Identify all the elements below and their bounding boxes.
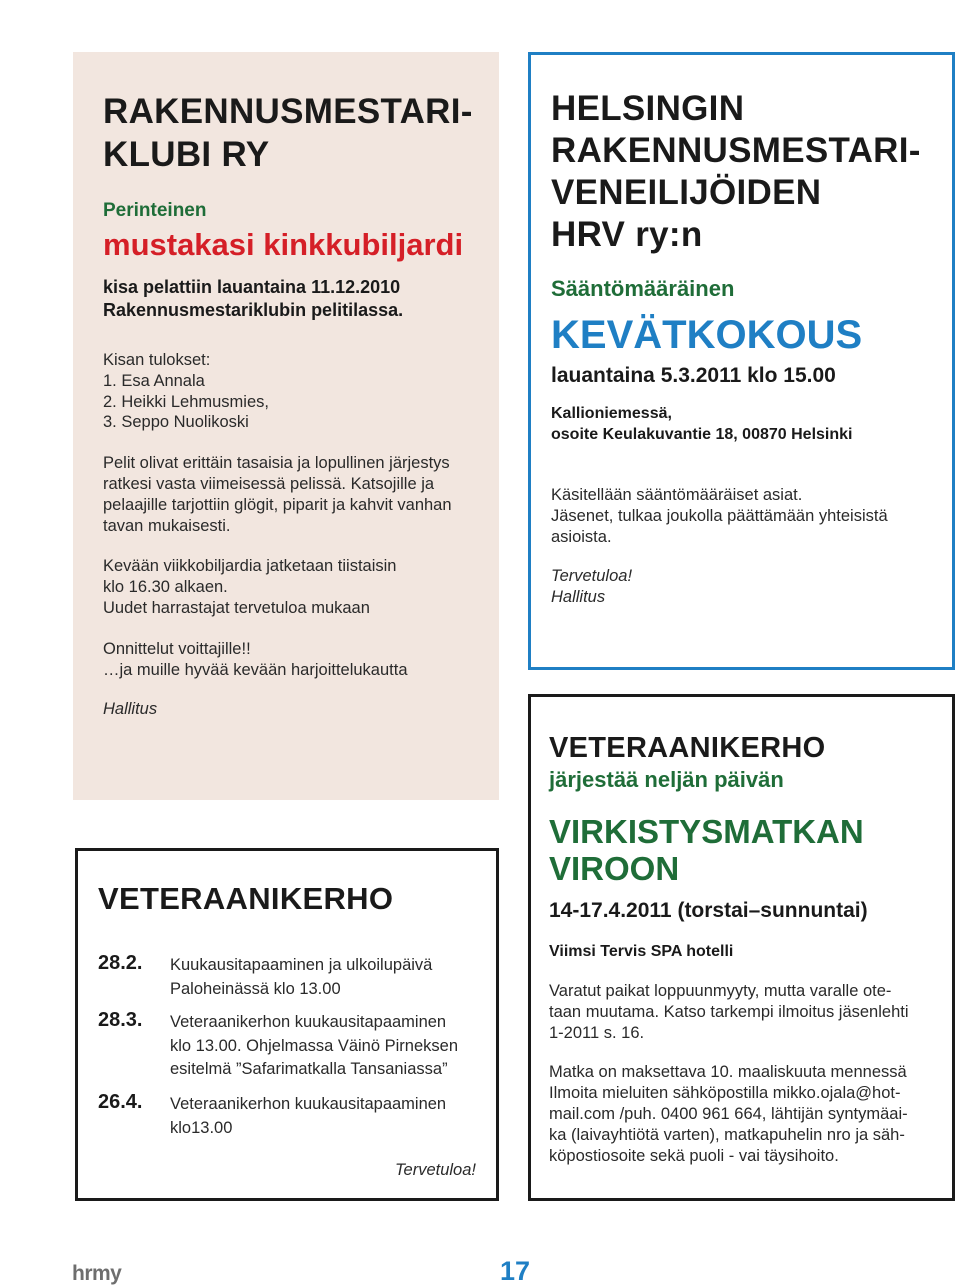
trip-date: 14-17.4.2011 (torstai–sunnuntai): [549, 899, 868, 922]
klubi-text-line: Pelit olivat erittäin tasaisia ja lopullinen järjestys: [103, 454, 450, 473]
hrv-subtitle: Sääntömääräinen: [551, 276, 735, 301]
klubi-paragraph-3: [103, 639, 473, 681]
trip-headline-line: VIRKISTYSMATKAN: [549, 813, 864, 850]
schedule-section: [75, 848, 499, 1201]
hrv-title-line: HELSINGIN: [551, 89, 745, 128]
schedule-text: [170, 1011, 490, 1082]
hrv-title-line: RAKENNUSMESTARI-: [551, 131, 921, 170]
klubi-text-line: tavan mukaisesti.: [103, 516, 231, 535]
trip-text-line: 1-2011 s. 16.: [549, 1023, 645, 1042]
klubi-title-line1: RAKENNUSMESTARI-: [103, 92, 473, 131]
schedule-text-line: esitelmä ”Safarimatkalla Tansaniassa”: [170, 1060, 448, 1078]
trip-text-line: ka (laivayhtiötä varten), matkapuhelin nro ja säh-: [549, 1125, 905, 1144]
schedule-text: [170, 1093, 490, 1140]
trip-text-line: taan muutama. Katso tarkempi ilmoitus jäsenlehti: [549, 1002, 909, 1021]
klubi-title-line2: KLUBI RY: [103, 135, 270, 174]
trip-text-line: Matka on maksettava 10. maaliskuuta mennessä: [549, 1063, 907, 1082]
hrv-headline: KEVÄTKOKOUS: [551, 313, 863, 357]
klubi-text-line: Uudet harrastajat tervetuloa mukaan: [103, 598, 370, 617]
trip-paragraph-1: [549, 981, 934, 1043]
schedule-title: VETERAANIKERHO: [98, 881, 394, 916]
schedule-text-line: Veteraanikerhon kuukausitapaaminen: [170, 1013, 447, 1031]
trip-section: [528, 694, 955, 1201]
trip-hotel: Viimsi Tervis SPA hotelli: [549, 943, 734, 960]
klubi-result: 1. Esa Annala: [103, 371, 205, 390]
trip-text-line: köpostiosoite sekä puoli - vai täysihoito.: [549, 1146, 839, 1165]
trip-subtitle: järjestää neljän päivän: [549, 767, 784, 792]
klubi-text-line: ratkesi vasta viimeisessä pelissä. Katsojille ja: [103, 474, 435, 493]
klubi-paragraph-2: [103, 556, 473, 618]
trip-paragraph-2: [549, 1062, 934, 1166]
klubi-text-line: Kevään viikkobiljardia jatketaan tiistaisin: [103, 557, 397, 576]
schedule-date: 28.3.: [98, 1009, 143, 1031]
hrv-location: [551, 404, 932, 445]
klubi-results-label: Kisan tulokset:: [103, 351, 211, 369]
hrv-section: [528, 52, 955, 670]
trip-headline: [549, 813, 934, 887]
klubi-result: 3. Seppo Nuolikoski: [103, 413, 249, 432]
hrv-text-line: Jäsenet, tulkaa joukolla päättämään yhteisistä: [551, 506, 888, 525]
hrv-title-line: HRV ry:n: [551, 215, 703, 254]
schedule-text-line: klo 13.00. Ohjelmassa Väinö Pirneksen: [170, 1036, 458, 1055]
trip-headline-line: VIROON: [549, 850, 680, 887]
schedule-welcome: Tervetuloa!: [394, 1161, 476, 1179]
klubi-pre-headline: Perinteinen: [103, 200, 207, 221]
hrv-text-line: Käsitellään sääntömääräiset asiat.: [551, 486, 803, 504]
klubi-text-line: klo 16.30 alkaen.: [103, 578, 228, 597]
klubi-headline: mustakasi kinkkubiljardi: [103, 227, 464, 262]
klubi-text-line: pelaajille tarjottiin glögit, piparit ja kahvit vanhan: [103, 495, 452, 514]
trip-text-line: Varatut paikat loppuunmyyty, mutta varalle ote-: [549, 982, 892, 1000]
hrv-title: [551, 88, 932, 256]
hrv-date: lauantaina 5.3.2011 klo 15.00: [551, 364, 836, 387]
schedule-date: 26.4.: [98, 1091, 143, 1113]
klubi-date-line2: Rakennusmestariklubin pelitilassa.: [103, 300, 404, 320]
hrv-welcome: Tervetuloa!: [551, 567, 633, 586]
schedule-text-line: klo13.00: [170, 1118, 233, 1137]
klubi-text-line: …ja muille hyvää kevään harjoittelukautta: [103, 660, 408, 679]
hrv-text-line: asioista.: [551, 527, 612, 546]
klubi-result: 2. Heikki Lehmusmies,: [103, 392, 269, 411]
klubi-text-line: Onnittelut voittajille!!: [103, 639, 251, 658]
hrv-body: [551, 485, 932, 547]
klubi-results: [103, 350, 473, 433]
klubi-signature: Hallitus: [103, 700, 158, 719]
schedule-text-line: Paloheinässä klo 13.00: [170, 979, 341, 998]
schedule-date: 28.2.: [98, 952, 143, 974]
hrv-title-line: VENEILIJÖIDEN: [551, 173, 822, 212]
hrmy-logo: hrmy: [72, 1262, 122, 1285]
schedule-text-line: Kuukausitapaaminen ja ulkoilupäivä: [170, 956, 433, 974]
trip-text-line: mail.com /puh. 0400 961 664, lähtijän syntymäai-: [549, 1104, 908, 1123]
hrv-location-line: Kallioniemessä,: [551, 405, 672, 422]
klubi-paragraph-1: [103, 453, 473, 536]
trip-title: VETERAANIKERHO: [549, 732, 826, 764]
klubi-date: [103, 276, 473, 322]
klubi-date-line1: kisa pelattiin lauantaina 11.12.2010: [103, 277, 401, 297]
page-number: 17: [500, 1256, 531, 1286]
klubi-section: [73, 52, 499, 800]
hrv-signature: Hallitus: [551, 588, 606, 607]
hrv-location-line: osoite Keulakuvantie 18, 00870 Helsinki: [551, 425, 853, 443]
schedule-text-line: Veteraanikerhon kuukausitapaaminen: [170, 1095, 447, 1113]
trip-text-line: Ilmoita mieluiten sähköpostilla mikko.ojala@hot-: [549, 1084, 901, 1103]
schedule-text: [170, 954, 490, 1001]
